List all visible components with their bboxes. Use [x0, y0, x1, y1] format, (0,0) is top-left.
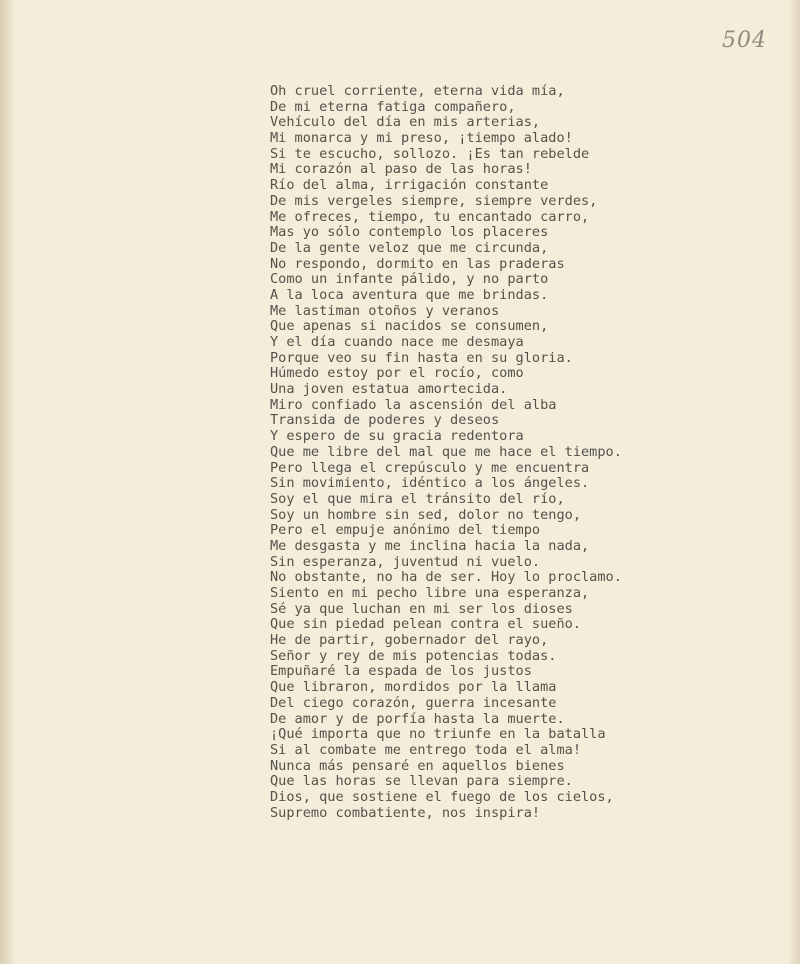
poem-line: Dios, que sostiene el fuego de los cielos, — [270, 788, 614, 805]
poem-line: Me desgasta y me inclina hacia la nada, — [270, 537, 590, 554]
poem-line: Pero llega el crepúsculo y me encuentra — [270, 459, 590, 476]
poem-line: Río del alma, irrigación constante — [270, 177, 549, 194]
page-left-edge — [0, 0, 14, 964]
poem-line: Como un infante pálido, y no parto — [270, 271, 549, 288]
poem-line: Si al combate me entrego toda el alma! — [270, 741, 581, 758]
poem-line: ¡Qué importa que no triunfe en la batalla — [270, 726, 606, 743]
poem-line: Que me libre del mal que me hace el tiempo. — [270, 443, 622, 460]
poem-line: De amor y de porfía hasta la muerte. — [270, 710, 565, 727]
handwritten-folio-number: 504 — [722, 28, 767, 53]
poem-line: Me ofreces, tiempo, tu encantado carro, — [270, 208, 590, 225]
poem-text — [270, 84, 790, 821]
poem-line: Una joven estatua amortecida. — [270, 381, 508, 398]
poem-line: Sé ya que luchan en mi ser los dioses — [270, 600, 573, 617]
poem-line: Y espero de su gracia redentora — [270, 428, 524, 445]
poem-line: Húmedo estoy por el rocío, como — [270, 365, 524, 382]
poem-line: Empuñaré la espada de los justos — [270, 663, 532, 680]
poem-line: Soy un hombre sin sed, dolor no tengo, — [270, 506, 581, 523]
poem-line: Que sin piedad pelean contra el sueño. — [270, 616, 581, 633]
poem-line: Que apenas si nacidos se consumen, — [270, 318, 549, 335]
poem-line: Sin movimiento, idéntico a los ángeles. — [270, 475, 590, 492]
poem-line: Que libraron, mordidos por la llama — [270, 679, 557, 696]
poem-line: Vehículo del día en mis arterias, — [270, 114, 541, 131]
poem-line: No respondo, dormito en las praderas — [270, 255, 565, 272]
poem-line: Porque veo su fin hasta en su gloria. — [270, 349, 573, 366]
poem-line: A la loca aventura que me brindas. — [270, 286, 549, 303]
poem-line: Me lastiman otoños y veranos — [270, 302, 500, 319]
poem-line: Señor y rey de mis potencias todas. — [270, 647, 557, 664]
poem-line: He de partir, gobernador del rayo, — [270, 632, 549, 649]
page-right-edge — [790, 0, 800, 964]
poem-line: Mas yo sólo contemplo los placeres — [270, 224, 549, 241]
poem-line: De la gente veloz que me circunda, — [270, 239, 549, 256]
poem-line: Soy el que mira el tránsito del río, — [270, 490, 565, 507]
poem-line: Oh cruel corriente, eterna vida mía, — [270, 83, 565, 99]
poem-line: Siento en mi pecho libre una esperanza, — [270, 585, 590, 601]
poem-line: Supremo combatiente, nos inspira! — [270, 804, 541, 821]
poem-line: Pero el empuje anónimo del tiempo — [270, 522, 541, 539]
poem-line: Que las horas se llevan para siempre. — [270, 773, 573, 790]
poem-line: Nunca más pensaré en aquellos bienes — [270, 757, 565, 774]
poem-line: No obstante, no ha de ser. Hoy lo proclamo. — [270, 569, 622, 586]
poem-line: Y el día cuando nace me desmaya — [270, 334, 524, 350]
poem-line: Mi corazón al paso de las horas! — [270, 161, 532, 178]
poem-line: Del ciego corazón, guerra incesante — [270, 694, 557, 711]
poem-line: Transida de poderes y deseos — [270, 412, 500, 429]
poem-line: Mi monarca y mi preso, ¡tiempo alado! — [270, 130, 573, 147]
poem-line: Sin esperanza, juventud ni vuelo. — [270, 553, 541, 570]
poem-line: De mis vergeles siempre, siempre verdes, — [270, 192, 598, 209]
poem-line: De mi eterna fatiga compañero, — [270, 98, 516, 115]
poem-line: Si te escucho, sollozo. ¡Es tan rebelde — [270, 145, 590, 162]
poem-line: Miro confiado la ascensión del alba — [270, 396, 557, 413]
